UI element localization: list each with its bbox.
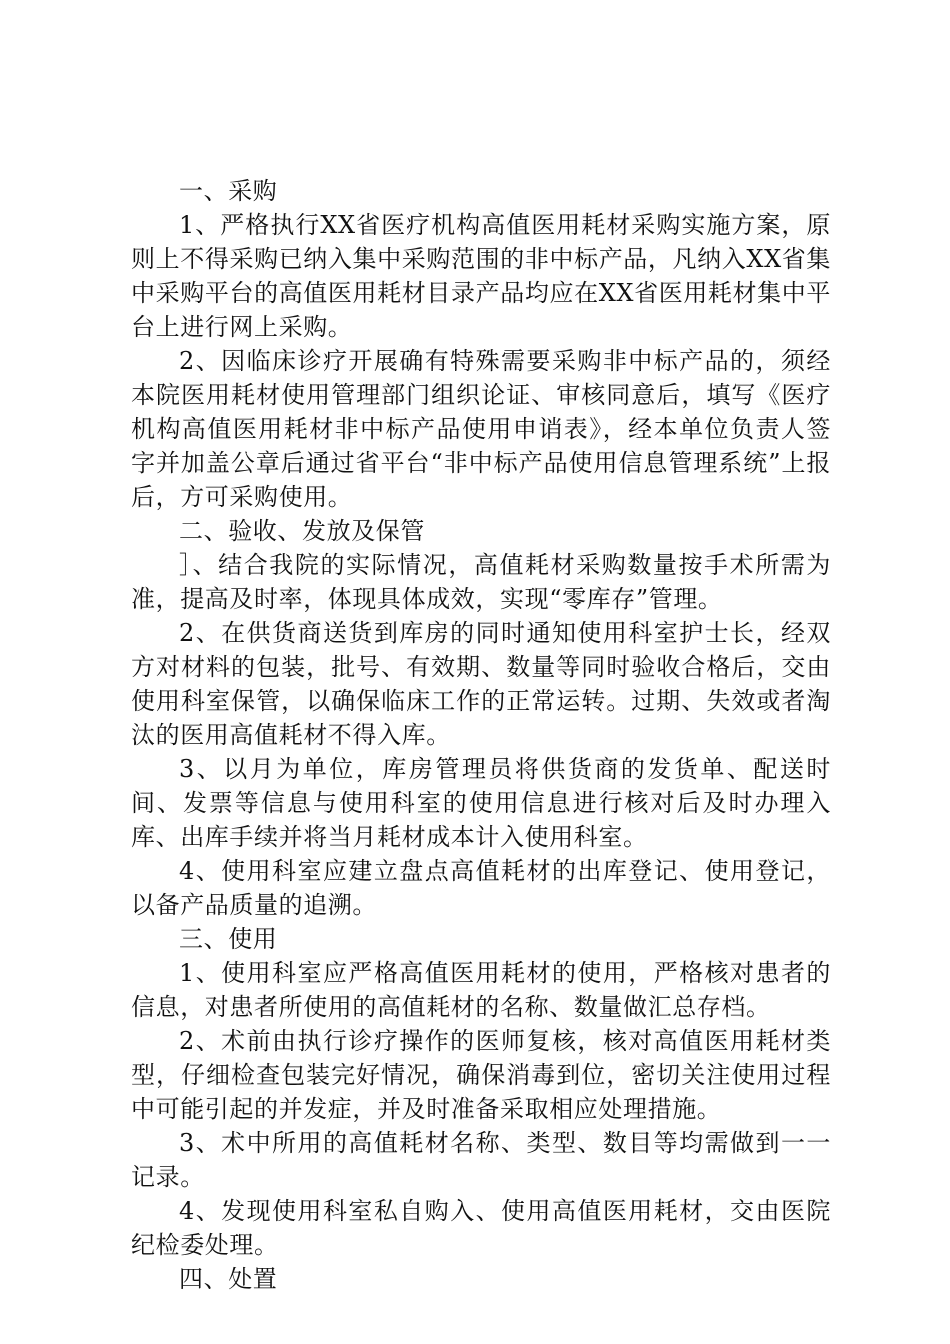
section-heading-acceptance: 二、验收、发放及保管 bbox=[179, 517, 425, 545]
paragraph-usage-2: 2、术前由执行诊疗操作的医师复核，核对高值医用耗材类型，仔细检查包装完好情况，确保消毒到位，密切关注使用过程中可能引起的并发症，并及时准备采取相应处理措施。 bbox=[131, 1027, 831, 1123]
paragraph-acceptance-3: 3、以月为单位，库房管理员将供货商的发货单、配送时间、发票等信息与使用科室的使用信息进行核对后及时办理入库、出库手续并将当月耗材成本计入使用科室。 bbox=[131, 755, 831, 851]
paragraph-usage-1: 1、使用科室应严格高值医用耗材的使用，严格核对患者的信息，对患者所使用的高值耗材的名称、数量做汇总存档。 bbox=[131, 959, 831, 1021]
section-heading-procurement: 一、采购 bbox=[179, 177, 278, 205]
paragraph-acceptance-2: 2、在供货商送货到库房的同时通知使用科室护士长，经双方对材料的包装，批号、有效期、数量等同时验收合格后，交由使用科室保管，以确保临床工作的正常运转。过期、失效或者淘汰的医用高值耗材不得入库。 bbox=[131, 619, 831, 749]
document-body bbox=[131, 174, 831, 1296]
section-heading-usage: 三、使用 bbox=[179, 925, 278, 953]
paragraph-acceptance-4: 4、使用科室应建立盘点高值耗材的出库登记、使用登记，以备产品质量的追溯。 bbox=[131, 857, 831, 919]
paragraph-procurement-1: 1、严格执行XX省医疗机构高值医用耗材采购实施方案，原则上不得采购已纳入集中采购范围的非中标产品，凡纳入XX省集中采购平台的高值医用耗材目录产品均应在XX省医用耗材集中平台上进行网上采购。 bbox=[131, 211, 831, 341]
paragraph-acceptance-1: ］、结合我院的实际情况，高值耗材采购数量按手术所需为准，提高及时率，体现具体成效，实现“零库存”管理。 bbox=[131, 551, 831, 613]
paragraph-usage-3: 3、术中所用的高值耗材名称、类型、数目等均需做到一一记录。 bbox=[131, 1129, 831, 1191]
paragraph-usage-4: 4、发现使用科室私自购入、使用高值医用耗材，交由医院纪检委处理。 bbox=[131, 1197, 831, 1259]
paragraph-procurement-2: 2、因临床诊疗开展确有特殊需要采购非中标产品的，须经本院医用耗材使用管理部门组织论证、审核同意后，填写《医疗机构高值医用耗材非中标产品使用申诮表》，经本单位负责人签字并加盖公章后通过省平台“非中标产品使用信息管理系统”上报后，方可采购使用。 bbox=[131, 347, 831, 511]
section-heading-disposal: 四、处置 bbox=[179, 1265, 278, 1293]
